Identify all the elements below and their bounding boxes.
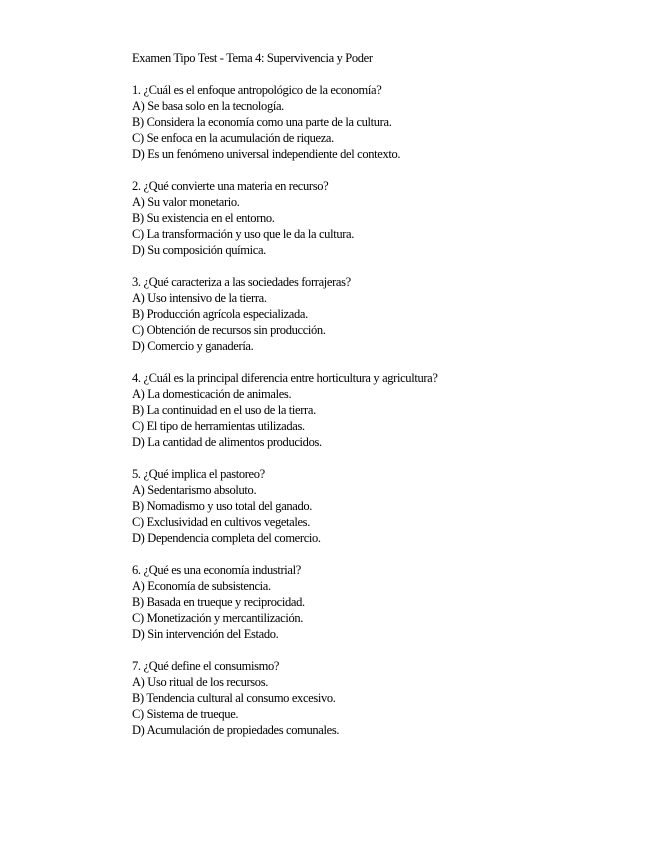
document-page [132,50,632,754]
option-a: A) Economía de subsistencia. [132,579,271,593]
option-d: D) Su composición química. [132,243,266,257]
option-c: C) Se enfoca en la acumulación de riqueza. [132,131,334,145]
question-7 [132,658,632,738]
question-text: 7. ¿Qué define el consumismo? [132,659,280,673]
option-d: D) La cantidad de alimentos producidos. [132,435,322,449]
option-b: B) Producción agrícola especializada. [132,307,308,321]
question-1 [132,82,632,162]
option-a: A) Uso ritual de los recursos. [132,675,268,689]
option-c: C) Obtención de recursos sin producción. [132,323,326,337]
question-text: 4. ¿Cuál es la principal diferencia entre horticultura y agricultura? [132,371,438,385]
option-c: C) Sistema de trueque. [132,707,239,721]
question-3 [132,274,632,354]
document-title: Examen Tipo Test - Tema 4: Supervivencia y Poder [132,51,373,65]
question-text: 2. ¿Qué convierte una materia en recurso? [132,179,329,193]
question-6 [132,562,632,642]
option-a: A) Sedentarismo absoluto. [132,483,257,497]
question-text: 1. ¿Cuál es el enfoque antropológico de la economía? [132,83,382,97]
option-c: C) Monetización y mercantilización. [132,611,304,625]
option-a: A) Uso intensivo de la tierra. [132,291,267,305]
question-5 [132,466,632,546]
option-b: B) Su existencia en el entorno. [132,211,275,225]
question-text: 5. ¿Qué implica el pastoreo? [132,467,265,481]
option-d: D) Es un fenómeno universal independiente del contexto. [132,147,401,161]
option-b: B) Nomadismo y uso total del ganado. [132,499,313,513]
option-b: B) Basada en trueque y reciprocidad. [132,595,305,609]
question-text: 6. ¿Qué es una economía industrial? [132,563,301,577]
option-d: D) Acumulación de propiedades comunales. [132,723,340,737]
option-a: A) Se basa solo en la tecnología. [132,99,284,113]
option-d: D) Comercio y ganadería. [132,339,254,353]
option-c: C) El tipo de herramientas utilizadas. [132,419,305,433]
option-c: C) La transformación y uso que le da la cultura. [132,227,355,241]
option-d: D) Sin intervención del Estado. [132,627,279,641]
question-text: 3. ¿Qué caracteriza a las sociedades forrajeras? [132,275,351,289]
option-c: C) Exclusividad en cultivos vegetales. [132,515,310,529]
option-a: A) La domesticación de animales. [132,387,292,401]
option-d: D) Dependencia completa del comercio. [132,531,321,545]
option-a: A) Su valor monetario. [132,195,240,209]
question-2 [132,178,632,258]
option-b: B) Tendencia cultural al consumo excesivo. [132,691,336,705]
option-b: B) Considera la economía como una parte de la cultura. [132,115,392,129]
question-4 [132,370,632,450]
option-b: B) La continuidad en el uso de la tierra. [132,403,316,417]
